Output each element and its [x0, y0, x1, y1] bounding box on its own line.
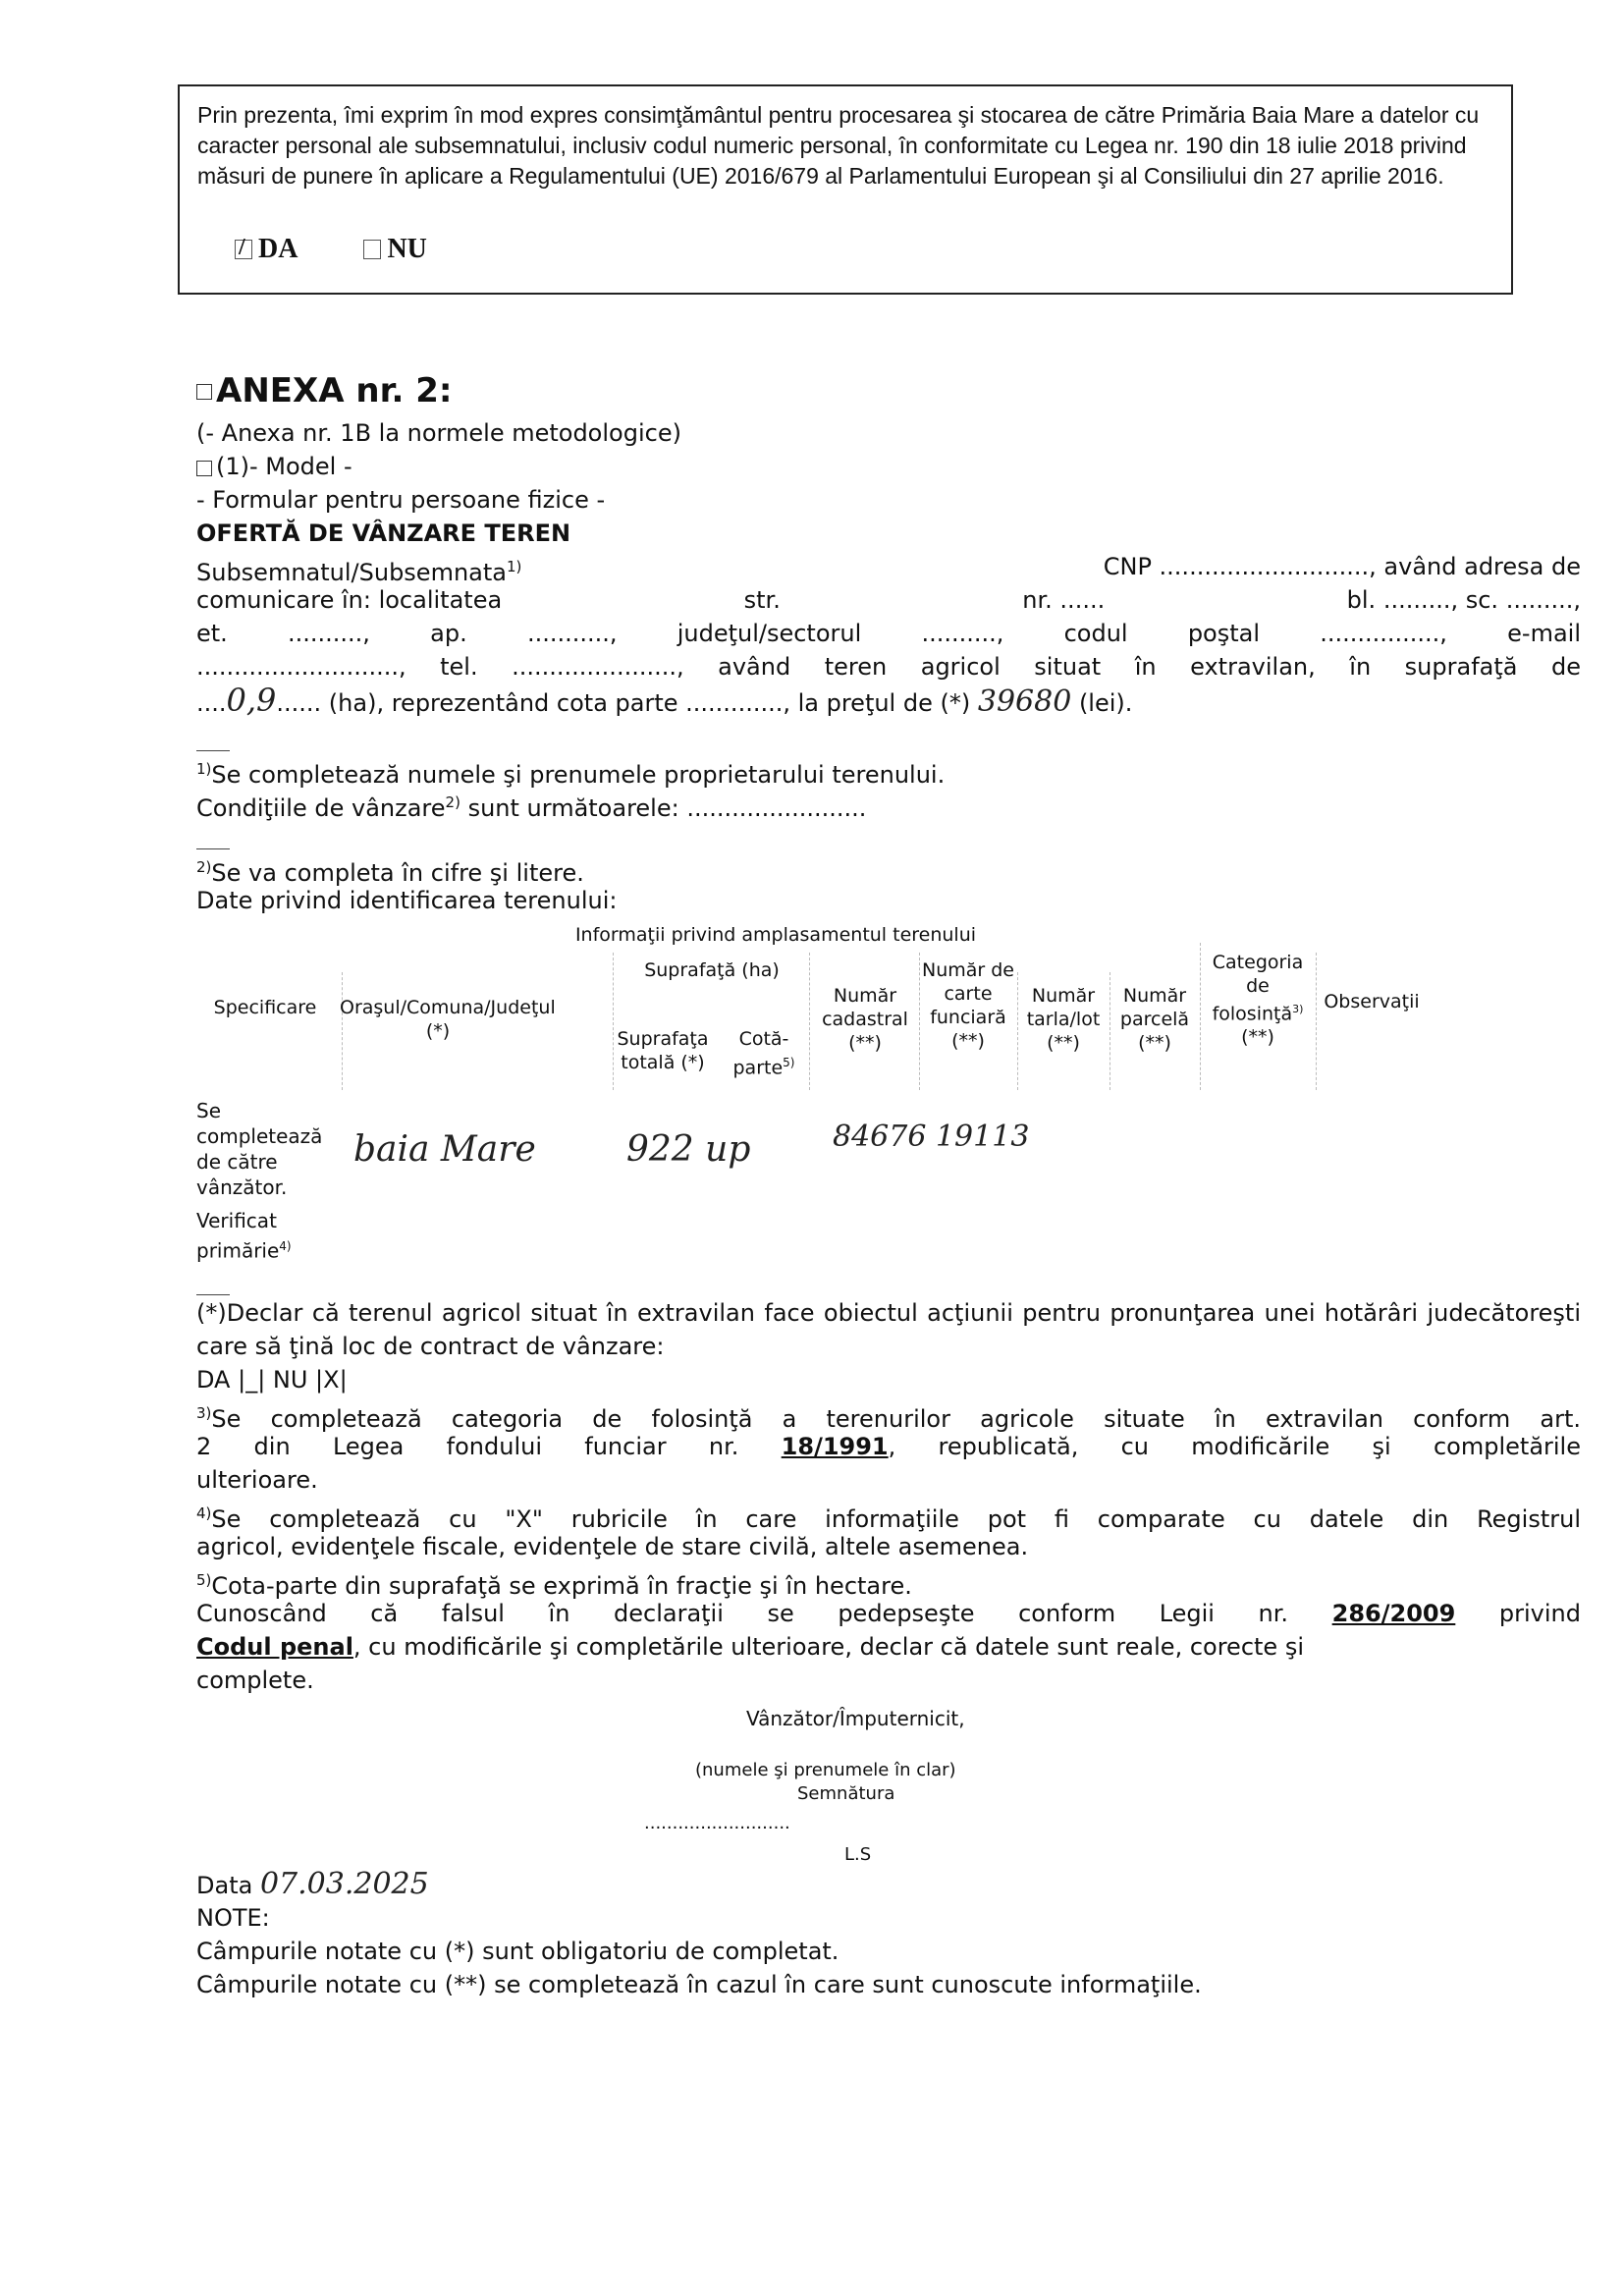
note-divider	[196, 1294, 230, 1295]
footnote-ref: 5)	[196, 1571, 212, 1589]
land-data-title: Date privind identificarea terenului:	[196, 887, 618, 914]
cnp-address-text: CNP ............................, având adresa de	[1103, 553, 1581, 580]
row-seller-label: Se completează de către vânzător.	[196, 1099, 323, 1199]
col-cadastral-text: Număr cadastral	[822, 985, 908, 1030]
col-parcel-mark: (**)	[1138, 1032, 1171, 1054]
col-area: Suprafaţă (ha)	[644, 959, 780, 981]
consent-yes-label: DA	[258, 234, 298, 264]
row-seller-ids[interactable]: 84676 19113	[833, 1120, 1030, 1154]
collapse-icon	[196, 384, 212, 400]
col-obs: Observaţii	[1324, 991, 1420, 1012]
col-tarla-mark: (**)	[1047, 1032, 1080, 1054]
form-line-2	[196, 583, 1581, 617]
collapse-icon	[196, 461, 212, 476]
price-value-handwritten[interactable]: 39680	[977, 684, 1072, 719]
consent-no-label: NU	[387, 234, 427, 264]
name-label: Subsemnatul/Subsemnata	[196, 559, 507, 586]
col-land-book-text: Număr de carte funciară	[921, 959, 1014, 1028]
note-3a-text: Se completează categoria de folosinţă a terenurilor agricole situate în extravilan conform art.	[211, 1405, 1581, 1433]
da-nu-choice[interactable]: DA |_| NU |X|	[196, 1366, 348, 1394]
offer-title: OFERTĂ DE VÂNZARE TEREN	[196, 519, 571, 547]
col-cadastral-mark: (**)	[848, 1032, 882, 1054]
declaration-line-2	[196, 1630, 1581, 1664]
col-divider	[1316, 953, 1317, 1090]
currency-text: (lei).	[1078, 689, 1133, 717]
col-category-text	[1200, 951, 1316, 1025]
declaration-line-3: complete.	[196, 1667, 314, 1694]
row-verified-text: Verificat primărie	[196, 1209, 280, 1263]
footer-note-2: Câmpurile notate cu (**) se completează în cazul în care sunt cunoscute informaţiile.	[196, 1971, 1202, 1998]
declaration-text-b: privind	[1498, 1600, 1581, 1627]
checkbox-empty-icon[interactable]	[363, 240, 381, 259]
notes-title: NOTE:	[196, 1904, 270, 1932]
signature-label: Semnătura	[797, 1783, 895, 1804]
star-mark: (*)	[196, 1299, 227, 1327]
signer-name-hint: (numele şi prenumele în clar)	[695, 1760, 956, 1780]
annex-title	[196, 371, 453, 410]
form-line-4: ..........................., tel. ......................, având teren agricol situat în extravilan, în suprafaţă de	[196, 653, 1581, 681]
signer-role: Vânzător/Împuternicit,	[746, 1707, 965, 1730]
note-star	[196, 1296, 1581, 1363]
block-label: bl. ........., sc. .........,	[1346, 586, 1581, 614]
footnote-ref: 4)	[196, 1504, 212, 1522]
annex-ref: (- Anexa nr. 1B la normele metodologice)	[196, 419, 681, 447]
law-18-1991-link[interactable]: 18/1991	[781, 1433, 889, 1460]
col-parcel	[1110, 984, 1200, 1055]
note-3b-text: 2 din Legea fondului funciar nr.	[196, 1433, 739, 1460]
col-location-mark: (*)	[425, 1020, 451, 1042]
footnote-ref: 4)	[279, 1239, 292, 1253]
col-tarla	[1015, 984, 1111, 1055]
conditions-line	[196, 786, 866, 825]
col-area-share	[717, 1027, 811, 1079]
note-2-text: Se va completa în cifre şi litere.	[211, 859, 584, 887]
consent-box	[178, 84, 1513, 295]
note-divider	[196, 848, 230, 849]
form-line-5	[196, 683, 1132, 720]
col-location-text: Oraşul/Comuna/Judeţul	[340, 997, 556, 1018]
note-4a-text: Se completează cu "X" rubricile în care informaţiile pot fi comparate cu datele din Registrul	[211, 1505, 1581, 1533]
col-area-share-text: Cotă-parte	[732, 1028, 789, 1079]
declaration-line-1	[196, 1597, 1581, 1630]
consent-no-option[interactable]	[363, 234, 426, 264]
row-verified-label	[196, 1208, 344, 1264]
annex-title-text: ANEXA nr. 2:	[216, 371, 453, 410]
date-value-handwritten[interactable]: 07.03.2025	[259, 1867, 429, 1901]
date-label: Data	[196, 1872, 253, 1899]
form-line-3: et. .........., ap. ..........., judeţul/sectorul .........., codul poştal ................, e-mail	[196, 620, 1581, 647]
penal-code-link[interactable]: Codul penal	[196, 1633, 353, 1661]
conditions-dots: sunt următoarele: ........................	[460, 794, 867, 822]
footer-note-1: Câmpurile notate cu (*) sunt obligatoriu de completat.	[196, 1938, 839, 1965]
locality-label: comunicare în: localitatea	[196, 586, 503, 614]
col-category-label: Categoria de folosinţă	[1212, 952, 1304, 1025]
col-category	[1200, 951, 1316, 1049]
note-3d: ulterioare.	[196, 1466, 318, 1494]
dots: ....	[196, 689, 227, 717]
note-divider	[196, 750, 230, 751]
col-location	[340, 996, 556, 1043]
footnote-ref: 1)	[506, 558, 522, 575]
consent-text: Prin prezenta, îmi exprim în mod expres consimţământul pentru procesarea şi stocarea de către Primăria Baia Mare a datelor cu caracter personal ale subsemnatului, inclusiv codul numeric personal, în conformitate cu Legea nr. 190 din 18 iulie 2018 privind măsuri de punere în aplicare a Regulamentului (UE) 2016/679 al Parlamentului European şi al Consiliului din 27 aprilie 2016.	[197, 102, 1480, 189]
form-type: - Formular pentru persoane fizice -	[196, 486, 606, 514]
row-seller-area[interactable]: 922 up	[626, 1129, 751, 1170]
col-parcel-text: Număr parcelă	[1119, 985, 1190, 1030]
footnote-ref: 2)	[445, 793, 460, 811]
share-price-text: ...... (ha), reprezentând cota parte ............., la preţul de (*)	[276, 689, 971, 717]
note-3b	[196, 1430, 1581, 1463]
col-spec: Specificare	[213, 997, 317, 1018]
consent-choices	[235, 234, 427, 264]
model-line	[196, 450, 352, 483]
model-text: (1)- Model -	[216, 453, 352, 480]
signature-line[interactable]: ..........................	[644, 1813, 790, 1833]
ls-mark: L.S	[844, 1844, 872, 1865]
col-land-book-mark: (**)	[951, 1030, 985, 1052]
col-area-total: Suprafaţa totală (*)	[617, 1028, 709, 1073]
table-group-header: Informaţii privind amplasamentul terenului	[574, 924, 977, 946]
col-land-book	[919, 958, 1017, 1053]
note-4b: agricol, evidenţele fiscale, evidenţele de stare civilă, altele asemenea.	[196, 1533, 1029, 1560]
footnote-ref: 3)	[1292, 1003, 1304, 1015]
note-5-text: Cota-parte din suprafaţă se exprimă în fracţie şi în hectare.	[211, 1572, 912, 1600]
declaration-text-a: Cunoscând că falsul în declaraţii se pedepseşte conform Legii nr.	[196, 1600, 1289, 1627]
law-286-2009-link[interactable]: 286/2009	[1331, 1600, 1456, 1627]
col-tarla-text: Număr tarla/lot	[1026, 985, 1101, 1030]
checkbox-checked-icon[interactable]	[235, 240, 252, 259]
note-1-text: Se completează numele şi prenumele proprietarului terenului.	[211, 761, 946, 789]
row-seller-location[interactable]: baia Mare	[353, 1129, 536, 1170]
date-line	[196, 1868, 429, 1902]
street-label: str.	[743, 586, 781, 614]
area-value-handwritten[interactable]: 0,9	[226, 682, 277, 719]
note-3c-text: , republicată, cu modificările şi completările	[888, 1433, 1581, 1460]
conditions-label: Condiţiile de vânzare	[196, 794, 446, 822]
consent-yes-option[interactable]	[235, 234, 298, 264]
col-cadastral	[811, 984, 919, 1055]
col-category-mark: (**)	[1241, 1026, 1274, 1049]
star-note-text: Declar că terenul agricol situat în extravilan face obiectul acţiunii pentru pronunţarea unei hotărâri judecătoreşti care să ţină loc de contract de vânzare:	[196, 1299, 1581, 1360]
footnote-ref: 3)	[196, 1404, 212, 1422]
footnote-ref: 2)	[196, 858, 212, 876]
footnote-ref: 1)	[196, 760, 212, 778]
number-label: nr. ......	[1022, 586, 1106, 614]
footnote-ref: 5)	[783, 1056, 795, 1069]
declaration-text-c: , cu modificările şi completările ulterioare, declar că datele sunt reale, corecte şi	[352, 1633, 1304, 1661]
